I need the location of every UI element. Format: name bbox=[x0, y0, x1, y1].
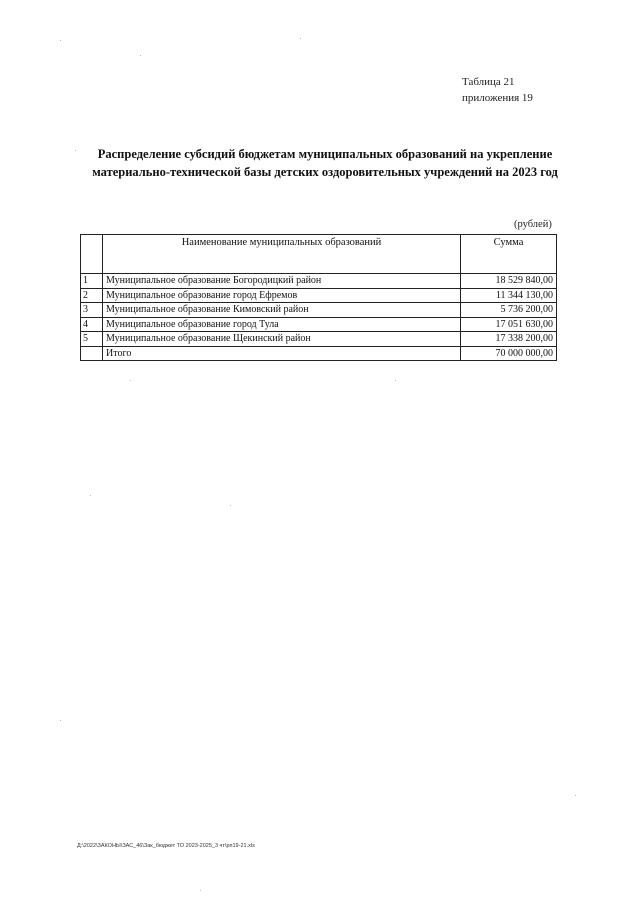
municipality-name: Муниципальное образование Щекинский район bbox=[103, 332, 461, 347]
municipality-name: Муниципальное образование Кимовский район bbox=[103, 303, 461, 318]
table-row bbox=[81, 303, 557, 318]
subsidy-table bbox=[80, 234, 557, 361]
table-row bbox=[81, 274, 557, 289]
table-row bbox=[81, 332, 557, 347]
municipality-name: Муниципальное образование город Тула bbox=[103, 317, 461, 332]
total-row bbox=[81, 346, 557, 361]
table-header-row bbox=[81, 235, 557, 274]
scan-speck bbox=[230, 505, 231, 506]
row-sum: 17 051 630,00 bbox=[461, 317, 557, 332]
table-row bbox=[81, 288, 557, 303]
scan-speck bbox=[300, 38, 301, 39]
number-column-header bbox=[81, 235, 103, 274]
scan-speck bbox=[75, 150, 76, 151]
appendix-number: приложения 19 bbox=[462, 92, 533, 104]
scan-speck bbox=[60, 720, 61, 721]
table-row bbox=[81, 317, 557, 332]
name-column-header: Наименование муниципальных образований bbox=[103, 235, 461, 274]
sum-column-header: Сумма bbox=[461, 235, 557, 274]
row-sum: 17 338 200,00 bbox=[461, 332, 557, 347]
total-number-cell bbox=[81, 346, 103, 361]
appendix-reference bbox=[462, 74, 533, 106]
scan-speck bbox=[575, 795, 576, 796]
row-sum: 5 736 200,00 bbox=[461, 303, 557, 318]
scan-speck bbox=[130, 380, 131, 381]
row-number: 3 bbox=[81, 303, 103, 318]
row-sum: 11 344 130,00 bbox=[461, 288, 557, 303]
total-sum: 70 000 000,00 bbox=[461, 346, 557, 361]
scan-speck bbox=[395, 380, 396, 381]
document-title bbox=[60, 145, 590, 181]
file-path-footer: Д:\2022\ЗАКОНЫ\ЗАС_46\Зак_бюджет ТО 2023-2025_3 чт\рп19-21.xls bbox=[77, 843, 255, 849]
scan-speck bbox=[200, 890, 201, 891]
scan-speck bbox=[90, 495, 91, 496]
scan-speck bbox=[140, 55, 141, 56]
municipality-name: Муниципальное образование Богородицкий район bbox=[103, 274, 461, 289]
table-number: Таблица 21 bbox=[462, 76, 515, 88]
municipality-name: Муниципальное образование город Ефремов bbox=[103, 288, 461, 303]
scan-speck bbox=[60, 40, 61, 41]
row-sum: 18 529 840,00 bbox=[461, 274, 557, 289]
row-number: 1 bbox=[81, 274, 103, 289]
row-number: 2 bbox=[81, 288, 103, 303]
title-line-2: материально-технической базы детских оздоровительных учреждений на 2023 год bbox=[92, 165, 558, 179]
total-label: Итого bbox=[103, 346, 461, 361]
row-number: 5 bbox=[81, 332, 103, 347]
currency-unit: (рублей) bbox=[514, 219, 552, 230]
title-line-1: Распределение субсидий бюджетам муниципальных образований на укрепление bbox=[97, 147, 553, 161]
row-number: 4 bbox=[81, 317, 103, 332]
